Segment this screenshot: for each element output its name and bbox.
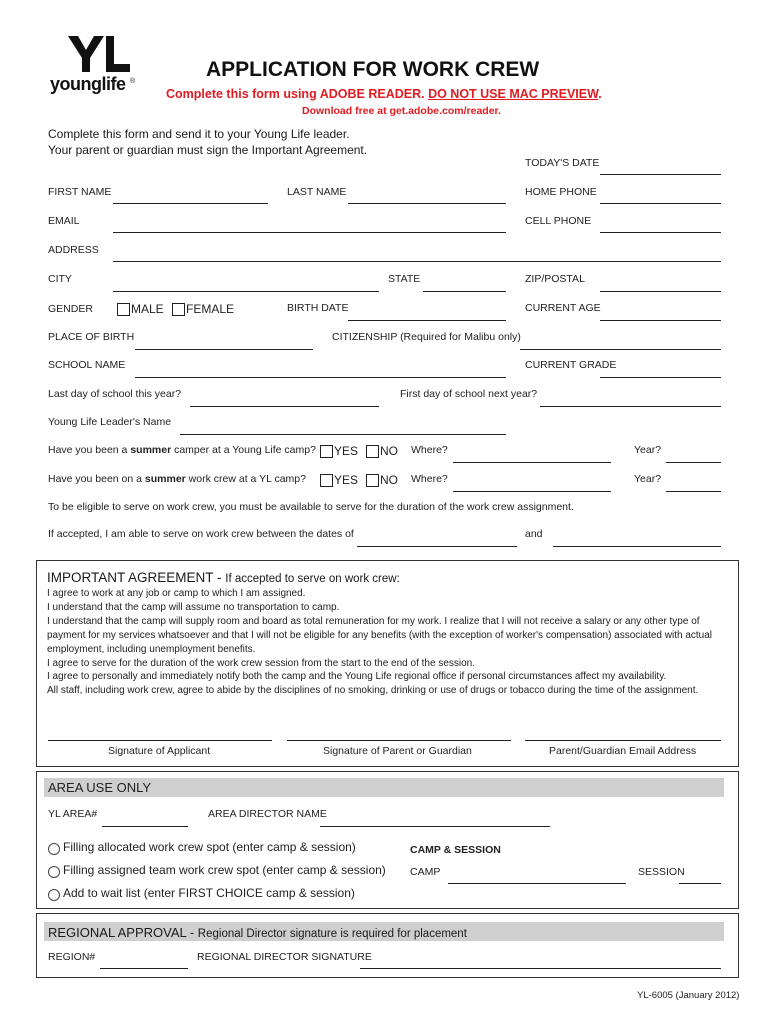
session-field[interactable] <box>679 883 721 884</box>
camper-where-label: Where? <box>411 444 448 456</box>
region-field[interactable] <box>100 968 188 969</box>
agreement-line: I agree to work at any job or camp to which I am assigned. <box>47 588 306 599</box>
regional-title <box>48 924 467 942</box>
home-phone-field[interactable] <box>600 203 721 204</box>
workcrew-year-label: Year? <box>634 473 662 485</box>
allocated-spot-radio[interactable] <box>48 843 60 855</box>
session-label: SESSION <box>638 866 685 878</box>
first-name-label: FIRST NAME <box>48 186 112 198</box>
agreement-line: I agree to personally and immediately notify both the camp and the Young Life regional office if personal circumstances affect my availability. <box>47 671 667 683</box>
agreement-title-sub: If accepted to serve on work crew: <box>225 573 400 585</box>
birth-date-field[interactable] <box>348 320 506 321</box>
logo-registered: ® <box>130 78 136 85</box>
workcrew-where-field[interactable] <box>453 491 611 492</box>
form-code: YL-6005 (January 2012) <box>637 990 740 1001</box>
adobe-notice <box>166 87 602 101</box>
male-label: MALE <box>131 302 164 316</box>
zip-field[interactable] <box>600 291 721 292</box>
address-field[interactable] <box>113 261 721 262</box>
question-workcrew-pre: Have you been on a <box>48 473 145 485</box>
agreement-line: All staff, including work crew, agree to abide by the disciplines of no smoking, drinking or use of drugs or tobacco during the time of the assignment. <box>47 685 699 697</box>
current-age-label: CURRENT AGE <box>525 302 601 314</box>
workcrew-no-label: NO <box>380 473 398 487</box>
eligibility-text: To be eligible to serve on work crew, you must be available to serve for the duration of the work crew assignment. <box>48 501 574 513</box>
camper-no-checkbox[interactable] <box>366 445 379 458</box>
dates-and-label: and <box>525 528 543 540</box>
address-label: ADDRESS <box>48 244 99 256</box>
page-title: APPLICATION FOR WORK CREW <box>206 58 540 81</box>
female-label: FEMALE <box>186 302 235 316</box>
camper-where-field[interactable] <box>453 462 611 463</box>
yl-logo-mark-icon <box>66 34 136 74</box>
camper-year-label: Year? <box>634 444 662 456</box>
wait-list-label: Add to wait list (enter FIRST CHOICE camp & session) <box>63 886 355 900</box>
first-name-field[interactable] <box>113 203 268 204</box>
last-day-label: Last day of school this year? <box>48 388 182 400</box>
female-checkbox[interactable] <box>172 303 185 316</box>
state-label: STATE <box>388 273 421 285</box>
assigned-team-radio[interactable] <box>48 866 60 878</box>
birth-date-label: BIRTH DATE <box>287 302 349 314</box>
school-name-label: SCHOOL NAME <box>48 359 126 371</box>
regional-title-sub: Regional Director signature is required for placement <box>197 928 467 940</box>
cell-phone-field[interactable] <box>600 232 721 233</box>
agreement-title-main: IMPORTANT AGREEMENT - <box>47 570 226 585</box>
question-workcrew-post: work crew at a YL camp? <box>185 473 306 485</box>
area-title: AREA USE ONLY <box>48 780 152 795</box>
workcrew-yes-label: YES <box>334 473 359 487</box>
parent-email-field[interactable] <box>525 740 721 741</box>
citizenship-field[interactable] <box>520 349 721 350</box>
director-signature-label: REGIONAL DIRECTOR SIGNATURE <box>197 951 372 963</box>
wait-list-radio[interactable] <box>48 889 60 901</box>
email-label: EMAIL <box>48 215 80 227</box>
adobe-notice-end: . <box>598 87 602 101</box>
leader-name-field[interactable] <box>180 434 506 435</box>
camper-no-label: NO <box>380 444 398 458</box>
place-of-birth-field[interactable] <box>135 349 313 350</box>
camp-label: CAMP <box>410 866 441 878</box>
adobe-notice-warning: DO NOT USE MAC PREVIEW <box>428 87 599 101</box>
leader-name-label: Young Life Leader's Name <box>48 416 172 428</box>
yl-area-field[interactable] <box>102 826 188 827</box>
place-of-birth-label: PLACE OF BIRTH <box>48 331 135 343</box>
question-camper-post: camper at a Young Life camp? <box>171 444 316 456</box>
intro-line-1: Complete this form and send it to your Young Life leader. <box>48 127 350 141</box>
agreement-line: I understand that the camp will assume no transportation to camp. <box>47 601 340 613</box>
workcrew-yes-checkbox[interactable] <box>320 474 333 487</box>
citizenship-label: CITIZENSHIP (Required for Malibu only) <box>332 331 521 343</box>
male-checkbox[interactable] <box>117 303 130 316</box>
question-workcrew <box>48 473 306 485</box>
school-name-field[interactable] <box>135 377 506 378</box>
download-link[interactable]: Download free at get.adobe.com/reader. <box>302 105 501 117</box>
camp-field[interactable] <box>448 883 626 884</box>
camper-yes-checkbox[interactable] <box>320 445 333 458</box>
region-label: REGION# <box>48 951 96 963</box>
agreement-line: I agree to serve for the duration of the work crew session from the start to the end of the session. <box>47 657 475 669</box>
question-workcrew-bold: summer <box>144 473 186 485</box>
workcrew-year-field[interactable] <box>666 491 721 492</box>
dates-label: If accepted, I am able to serve on work crew between the dates of <box>48 528 354 540</box>
city-label: CITY <box>48 273 72 285</box>
logo <box>48 34 138 96</box>
agreement-line: I understand that the camp will supply room and board as total remuneration for my work. I realize that I will not receive a salary or any other type of payment for my services whatsoever and that I will not be eligible for any benefits (with the exception of worker's compensation) associated with actual employment, including unemployment benefits. <box>47 615 713 655</box>
city-field[interactable] <box>113 291 379 292</box>
camper-year-field[interactable] <box>666 462 721 463</box>
dates-end-field[interactable] <box>553 546 721 547</box>
camper-yes-label: YES <box>334 444 359 458</box>
parent-email-label: Parent/Guardian Email Address <box>549 745 697 757</box>
camp-session-heading: CAMP & SESSION <box>410 844 501 856</box>
director-signature-field[interactable] <box>360 968 721 969</box>
last-name-field[interactable] <box>348 203 506 204</box>
home-phone-label: HOME PHONE <box>525 186 597 198</box>
dates-start-field[interactable] <box>357 546 517 547</box>
gender-label: GENDER <box>48 303 93 315</box>
workcrew-no-checkbox[interactable] <box>366 474 379 487</box>
current-grade-field[interactable] <box>600 377 721 378</box>
todays-date-label: TODAY'S DATE <box>525 157 600 169</box>
regional-title-main: REGIONAL APPROVAL - <box>48 925 198 940</box>
adobe-notice-text: Complete this form using ADOBE READER. <box>166 87 429 101</box>
first-day-label: First day of school next year? <box>400 388 538 400</box>
parent-signature-field[interactable] <box>287 740 511 741</box>
last-day-field[interactable] <box>190 406 379 407</box>
question-camper-bold: summer <box>130 444 172 456</box>
state-field[interactable] <box>423 291 506 292</box>
intro-line-2: Your parent or guardian must sign the Important Agreement. <box>48 143 368 157</box>
allocated-spot-label: Filling allocated work crew spot (enter camp & session) <box>63 840 356 854</box>
logo-wordmark: younglife <box>50 74 126 94</box>
agreement-title <box>47 569 400 587</box>
last-name-label: LAST NAME <box>287 186 347 198</box>
workcrew-where-label: Where? <box>411 473 448 485</box>
current-grade-label: CURRENT GRADE <box>525 359 617 371</box>
cell-phone-label: CELL PHONE <box>525 215 592 227</box>
current-age-field[interactable] <box>600 320 721 321</box>
area-director-label: AREA DIRECTOR NAME <box>208 808 327 820</box>
parent-signature-label: Signature of Parent or Guardian <box>323 745 472 757</box>
yl-area-label: YL AREA# <box>48 808 98 820</box>
email-field[interactable] <box>113 232 506 233</box>
question-camper <box>48 444 316 456</box>
applicant-signature-label: Signature of Applicant <box>108 745 211 757</box>
zip-label: ZIP/POSTAL <box>525 273 585 285</box>
assigned-team-label: Filling assigned team work crew spot (enter camp & session) <box>63 863 386 877</box>
question-camper-pre: Have you been a <box>48 444 131 456</box>
agreement-text <box>47 587 727 698</box>
first-day-field[interactable] <box>540 406 721 407</box>
todays-date-field[interactable] <box>600 174 721 175</box>
area-director-field[interactable] <box>320 826 550 827</box>
applicant-signature-field[interactable] <box>48 740 272 741</box>
